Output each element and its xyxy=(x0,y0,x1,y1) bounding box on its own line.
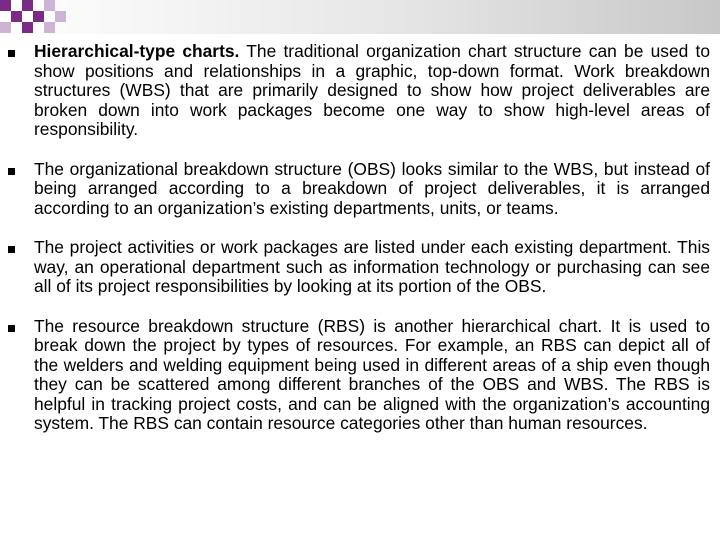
item-text: The project activities or work packages are listed under each existing department. This way, an operational department such as information technology or purchasing can see all of its project responsibilities by looking at its portion of the OBS. xyxy=(34,237,710,296)
header-band xyxy=(0,0,720,34)
list-item xyxy=(8,317,710,434)
square-bullet-icon xyxy=(8,168,15,175)
list-item xyxy=(8,160,710,219)
list-item xyxy=(8,42,710,140)
item-text: The organizational breakdown structure (OBS) looks similar to the WBS, but instead of being arranged according to a breakdown of project deliverables, it is arranged according to an organization’s existing departments, units, or teams. xyxy=(34,158,710,218)
item-text: The traditional organization chart structure can be used to show positions and relationships in a graphic, top-down format. Work breakdown structures (WBS) that are primarily designed to show how project deliverables are broken down into work packages become one way to show high-level areas of responsibility. xyxy=(34,41,711,139)
item-lead: Hierarchical-type charts. xyxy=(34,41,240,61)
square-bullet-icon xyxy=(8,325,15,332)
bullet-list xyxy=(8,42,710,434)
square-bullet-icon xyxy=(8,246,15,253)
item-text: The resource breakdown structure (RBS) is another hierarchical chart. It is used to break down the project by types of resources. For example, an RBS can depict all of the welders and welding equipment being used in different areas of a ship even though they can be scattered among different branches of the OBS and WBS. The RBS is helpful in tracking project costs, and can be aligned with the organization’s accounting system. The RBS can contain resource categories other than human resources. xyxy=(34,315,710,433)
list-item xyxy=(8,238,710,297)
square-bullet-icon xyxy=(8,50,15,57)
checker-pattern-decoration xyxy=(0,0,70,34)
